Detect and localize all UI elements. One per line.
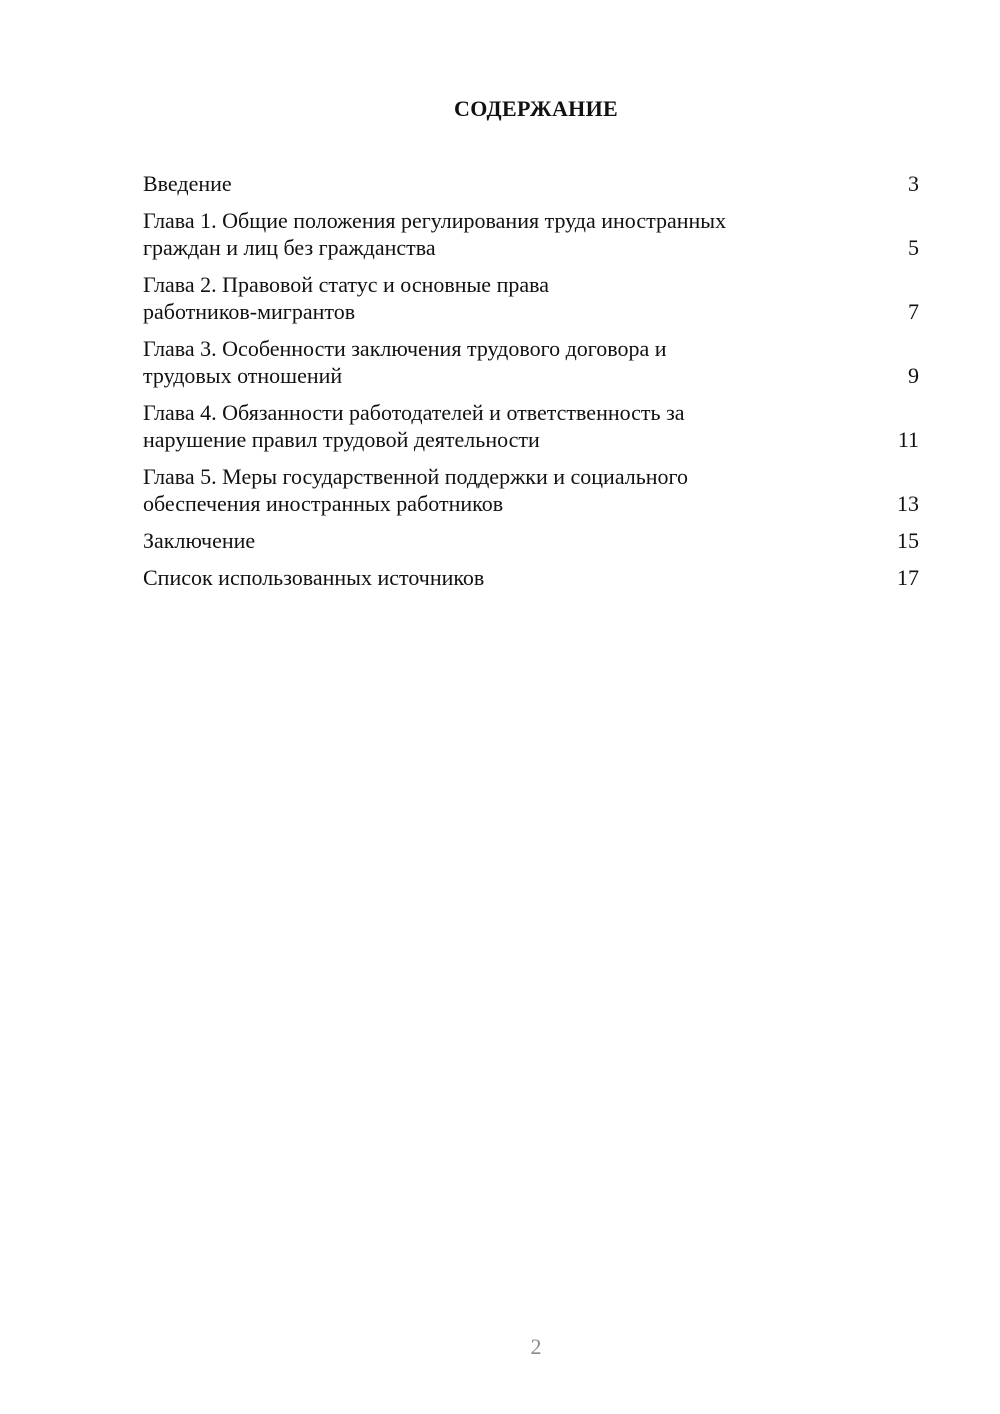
toc-entry-conclusion xyxy=(143,527,919,554)
toc-entry-chapter-4 xyxy=(143,399,919,453)
toc-entry-page: 9 xyxy=(908,363,919,388)
toc-entry-page: 15 xyxy=(897,528,919,553)
table-of-contents xyxy=(143,170,919,601)
toc-entry-title: Глава 3. Особенности заключения трудового договора и трудовых отношений xyxy=(143,336,667,388)
toc-title: СОДЕРЖАНИЕ xyxy=(454,96,618,121)
toc-entry-title: Глава 5. Меры государственной поддержки и социального обеспечения иностранных работников xyxy=(143,464,689,516)
toc-entry-title: Список использованных источников xyxy=(143,565,485,590)
toc-entry-page: 11 xyxy=(897,427,919,452)
toc-entry-title: Глава 2. Правовой статус и основные права работников-мигрантов xyxy=(143,272,549,324)
toc-entry-page: 5 xyxy=(908,235,919,260)
toc-entry-title: Заключение xyxy=(143,528,256,553)
toc-entry-page: 17 xyxy=(897,565,919,590)
toc-entry-chapter-5 xyxy=(143,463,919,517)
toc-entry-title: Глава 4. Обязанности работодателей и ответственность за нарушение правил трудовой деятельности xyxy=(143,400,685,452)
toc-entry-references xyxy=(143,564,919,591)
toc-entry-chapter-3 xyxy=(143,335,919,389)
toc-entry-title: Глава 1. Общие положения регулирования труда иностранных граждан и лиц без гражданства xyxy=(143,208,727,260)
toc-entry-page: 3 xyxy=(908,171,919,196)
toc-entry-title: Введение xyxy=(143,171,232,196)
toc-entry-introduction xyxy=(143,170,919,197)
toc-entry-chapter-1 xyxy=(143,207,919,261)
toc-entry-chapter-2 xyxy=(143,271,919,325)
page-number: 2 xyxy=(530,1334,542,1359)
toc-entry-page: 7 xyxy=(908,299,919,324)
toc-entry-page: 13 xyxy=(897,491,919,516)
